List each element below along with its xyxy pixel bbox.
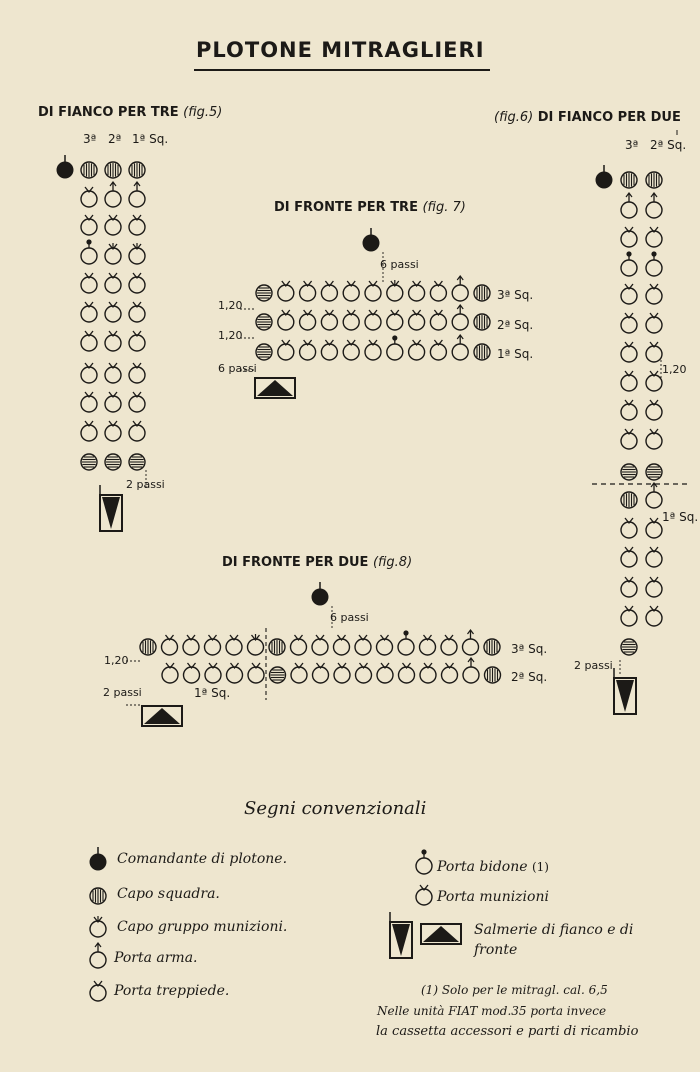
ammo-bearer-icon xyxy=(105,215,121,235)
ammo-bearer-icon xyxy=(621,518,637,538)
ammo-bearer-icon xyxy=(621,606,637,626)
ammo-bearer-icon xyxy=(356,663,372,683)
legend-can-bearer-ref: (1) xyxy=(531,860,549,874)
ammo-bearer-icon xyxy=(409,310,425,330)
footnote-2: Nelle unità FIAT mod.35 porta invece xyxy=(377,1004,607,1018)
ammo-bearer-icon xyxy=(129,302,145,322)
legend-label-weapon-bearer: Porta arma. xyxy=(114,950,198,966)
squad-leader-icon xyxy=(90,888,106,904)
fig7-title-text: DI FRONTE PER TRE xyxy=(274,200,418,215)
ammo-bearer-icon xyxy=(646,577,662,597)
ammo-bearer-icon xyxy=(441,635,457,655)
ammo-bearer-icon xyxy=(129,363,145,383)
weapon-bearer-icon xyxy=(646,193,662,218)
ammo-bearer-icon xyxy=(646,342,662,362)
ammo-bearer-icon xyxy=(621,342,637,362)
ammo-bearer-icon xyxy=(621,400,637,420)
weapon-bearer-icon xyxy=(105,182,121,207)
commander-icon xyxy=(363,228,380,252)
ammo-bearer-icon xyxy=(387,310,403,330)
ammo-bearer-icon xyxy=(343,281,359,301)
commander-icon xyxy=(90,847,107,871)
ammo-bearer-icon xyxy=(312,635,328,655)
ammo-bearer-icon xyxy=(129,421,145,441)
ammo-group-leader-icon xyxy=(129,243,145,264)
fig8-pack-animal xyxy=(142,706,182,726)
ammo-bearer-icon xyxy=(105,273,121,293)
ammo-bearer-icon xyxy=(365,340,381,360)
fig5-fig-ref: (fig.5) xyxy=(183,105,223,120)
squad-leader-icon xyxy=(621,172,637,188)
legend-label-pack-animal-2: fronte xyxy=(474,942,518,958)
ammo-bearer-icon xyxy=(81,273,97,293)
can-bearer-icon xyxy=(81,239,97,264)
ammo-bearer-icon xyxy=(420,663,436,683)
fig6-squad-label: 1ª Sq. xyxy=(662,510,699,524)
fig8-gap-label: 2 passi xyxy=(103,686,142,699)
ammo-bearer-icon xyxy=(321,310,337,330)
ammo-bearer-icon xyxy=(129,273,145,293)
ammo-bearer-icon xyxy=(205,663,221,683)
ammo-bearer-icon xyxy=(227,663,243,683)
fig6-col-2: 2ª Sq. xyxy=(650,138,687,152)
squad-leader-icon xyxy=(129,454,145,470)
ammo-bearer-icon xyxy=(81,363,97,383)
ammo-bearer-icon xyxy=(205,635,221,655)
ammo-bearer-icon xyxy=(105,331,121,351)
ammo-bearer-icon xyxy=(430,281,446,301)
ammo-bearer-icon xyxy=(278,310,294,330)
footnote-1: (1) Solo per le mitragl. cal. 6,5 xyxy=(421,983,608,997)
squad-leader-icon xyxy=(81,162,97,178)
can-bearer-icon xyxy=(646,251,662,276)
ammo-bearer-icon xyxy=(81,331,97,351)
page-title: PLOTONE MITRAGLIERI xyxy=(196,38,485,62)
ammo-bearer-icon xyxy=(646,518,662,538)
ammo-bearer-icon xyxy=(646,429,662,449)
squad-leader-icon xyxy=(105,454,121,470)
ammo-group-leader-icon xyxy=(387,280,403,301)
ammo-bearer-icon xyxy=(621,577,637,597)
legend-pack-animal-flank xyxy=(390,912,412,958)
fig7-row-1: 1ª Sq. xyxy=(497,347,534,361)
legend-label-ammo-bearer: Porta munizioni xyxy=(437,889,549,905)
ammo-bearer-icon xyxy=(129,215,145,235)
ammo-bearer-icon xyxy=(105,302,121,322)
ammo-bearer-icon xyxy=(300,281,316,301)
legend-label-tripod-bearer: Porta treppiede. xyxy=(114,983,230,999)
ammo-group-leader-icon xyxy=(248,634,264,655)
legend-title: Segni convenzionali xyxy=(244,798,427,819)
ammo-bearer-icon xyxy=(81,187,97,207)
ammo-bearer-icon xyxy=(355,635,371,655)
weapon-bearer-icon xyxy=(463,658,479,683)
ammo-bearer-icon xyxy=(343,310,359,330)
ammo-bearer-icon xyxy=(162,635,178,655)
ammo-bearer-icon xyxy=(646,606,662,626)
ammo-bearer-icon xyxy=(646,313,662,333)
ammo-bearer-icon xyxy=(162,663,178,683)
fig8-fig-ref: (fig.8) xyxy=(372,555,413,570)
ammo-bearer-icon xyxy=(621,313,637,333)
ammo-bearer-icon xyxy=(409,281,425,301)
ammo-bearer-icon xyxy=(621,429,637,449)
ammo-bearer-icon xyxy=(334,663,350,683)
fig8-row-2: 2ª Sq. xyxy=(511,670,548,684)
fig5-col-1: 1ª Sq. xyxy=(132,132,169,146)
squad-leader-icon xyxy=(81,454,97,470)
squad-leader-icon xyxy=(621,639,637,655)
ammo-bearer-icon xyxy=(129,331,145,351)
ammo-bearer-icon xyxy=(430,340,446,360)
weapon-bearer-icon xyxy=(129,182,145,207)
ammo-bearer-icon xyxy=(226,635,242,655)
squad-leader-icon xyxy=(256,285,272,301)
squad-leader-icon xyxy=(646,172,662,188)
ammo-bearer-icon xyxy=(621,371,637,391)
fig5-col-3: 3ª xyxy=(83,132,97,146)
squad-leader-icon xyxy=(140,639,156,655)
commander-icon xyxy=(596,165,613,189)
ammo-bearer-icon xyxy=(81,302,97,322)
fig8-row-3: 3ª Sq. xyxy=(511,642,548,656)
weapon-bearer-icon xyxy=(452,305,468,330)
ammo-bearer-icon xyxy=(248,663,264,683)
weapon-bearer-icon xyxy=(463,630,479,655)
can-bearer-icon xyxy=(387,335,403,360)
fig5-gap-label: 2 passi xyxy=(126,478,165,491)
squad-leader-icon xyxy=(621,492,637,508)
fig8-squad-label: 1ª Sq. xyxy=(194,686,231,700)
weapon-bearer-icon xyxy=(452,335,468,360)
squad-leader-icon xyxy=(269,639,285,655)
squad-leader-icon xyxy=(256,314,272,330)
fig7-fig-ref: (fig. 7) xyxy=(422,200,466,215)
fig5-col-2: 2ª xyxy=(108,132,122,146)
fig7-commander-distance: 6 passi xyxy=(380,258,419,271)
weapon-bearer-icon xyxy=(646,483,662,508)
ammo-bearer-icon xyxy=(409,340,425,360)
ammo-bearer-icon xyxy=(81,392,97,412)
ammo-bearer-icon xyxy=(420,635,436,655)
squad-leader-icon xyxy=(474,344,490,360)
ammo-bearer-icon xyxy=(313,663,329,683)
ammo-bearer-icon xyxy=(105,363,121,383)
weapon-bearer-icon xyxy=(452,276,468,301)
ammo-bearer-icon xyxy=(377,663,393,683)
squad-leader-icon xyxy=(256,344,272,360)
legend-can-bearer-text: Porta bidone xyxy=(437,859,528,875)
squad-leader-icon xyxy=(129,162,145,178)
fig6-title-text: DI FIANCO PER DUE xyxy=(537,110,681,125)
fig8-interval-label: 1,20 xyxy=(104,654,129,667)
squad-leader-icon xyxy=(484,639,500,655)
footnote-3: la cassetta accessori e parti di ricambio xyxy=(376,1024,639,1039)
weapon-bearer-icon xyxy=(90,943,106,968)
ammo-bearer-icon xyxy=(646,371,662,391)
ammo-bearer-icon xyxy=(442,663,458,683)
ammo-group-leader-icon xyxy=(90,916,106,937)
ammo-bearer-icon xyxy=(365,281,381,301)
ammo-bearer-icon xyxy=(321,340,337,360)
weapon-bearer-icon xyxy=(621,193,637,218)
fig5-pack-animal xyxy=(100,485,122,531)
ammo-bearer-icon xyxy=(81,215,97,235)
commander-icon xyxy=(312,582,329,606)
ammo-bearer-icon xyxy=(416,885,432,905)
ammo-bearer-icon xyxy=(300,340,316,360)
legend-label-squad-leader: Capo squadra. xyxy=(117,886,220,902)
ammo-bearer-icon xyxy=(621,547,637,567)
ammo-bearer-icon xyxy=(129,392,145,412)
fig7-row-3: 3ª Sq. xyxy=(497,288,534,302)
squad-leader-icon xyxy=(105,162,121,178)
fig8-title-text: DI FRONTE PER DUE xyxy=(222,555,369,570)
ammo-bearer-icon xyxy=(183,635,199,655)
squad-leader-icon xyxy=(474,314,490,330)
squad-leader-icon xyxy=(474,285,490,301)
ammo-bearer-icon xyxy=(399,663,415,683)
ammo-bearer-icon xyxy=(278,281,294,301)
ammo-bearer-icon xyxy=(621,284,637,304)
ammo-bearer-icon xyxy=(334,635,350,655)
ammo-bearer-icon xyxy=(291,663,307,683)
ammo-bearer-icon xyxy=(105,392,121,412)
commander-icon xyxy=(57,155,74,179)
fig6-col-3: 3ª xyxy=(625,138,639,152)
ammo-bearer-icon xyxy=(343,340,359,360)
ammo-bearer-icon xyxy=(300,310,316,330)
squad-leader-icon xyxy=(270,667,286,683)
fig7-pack-animal xyxy=(255,378,295,398)
fig7-row-2: 2ª Sq. xyxy=(497,318,534,332)
legend-label-pack-animal: Salmerie di fianco e di xyxy=(474,922,634,938)
fig6-interval-label: 1,20 xyxy=(662,363,687,376)
tripod-bearer-icon xyxy=(90,981,106,1001)
ammo-bearer-icon xyxy=(278,340,294,360)
ammo-bearer-icon xyxy=(184,663,200,683)
legend-label-ammo-group-leader: Capo gruppo munizioni. xyxy=(117,919,288,935)
ammo-bearer-icon xyxy=(365,310,381,330)
ammo-bearer-icon xyxy=(646,227,662,247)
ammo-bearer-icon xyxy=(321,281,337,301)
squad-leader-icon xyxy=(646,464,662,480)
fig8-commander-distance: 6 passi xyxy=(330,611,369,624)
ammo-group-leader-icon xyxy=(105,243,121,264)
squad-leader-icon xyxy=(621,464,637,480)
ammo-bearer-icon xyxy=(291,635,307,655)
legend-label-commander: Comandante di plotone. xyxy=(117,851,288,867)
can-bearer-icon xyxy=(398,630,414,655)
ammo-bearer-icon xyxy=(377,635,393,655)
ammo-bearer-icon xyxy=(646,547,662,567)
can-bearer-icon xyxy=(621,251,637,276)
fig6-pack-animal xyxy=(614,668,636,714)
ammo-bearer-icon xyxy=(646,284,662,304)
ammo-bearer-icon xyxy=(105,421,121,441)
ammo-bearer-icon xyxy=(621,227,637,247)
fig7-interval-label-b: 1,20 xyxy=(218,329,243,342)
fig5-title-text: DI FIANCO PER TRE xyxy=(38,105,179,120)
fig7-gap-label: 6 passi xyxy=(218,362,257,375)
fig7-interval-label-a: 1,20 xyxy=(218,299,243,312)
fig6-fig-ref: (fig.6) xyxy=(494,110,534,125)
can-bearer-icon xyxy=(416,849,432,874)
fig6-gap-label: 2 passi xyxy=(574,659,613,672)
ammo-bearer-icon xyxy=(430,310,446,330)
ammo-bearer-icon xyxy=(81,421,97,441)
legend-pack-animal-front xyxy=(421,924,461,944)
squad-leader-icon xyxy=(485,667,501,683)
ammo-bearer-icon xyxy=(646,400,662,420)
